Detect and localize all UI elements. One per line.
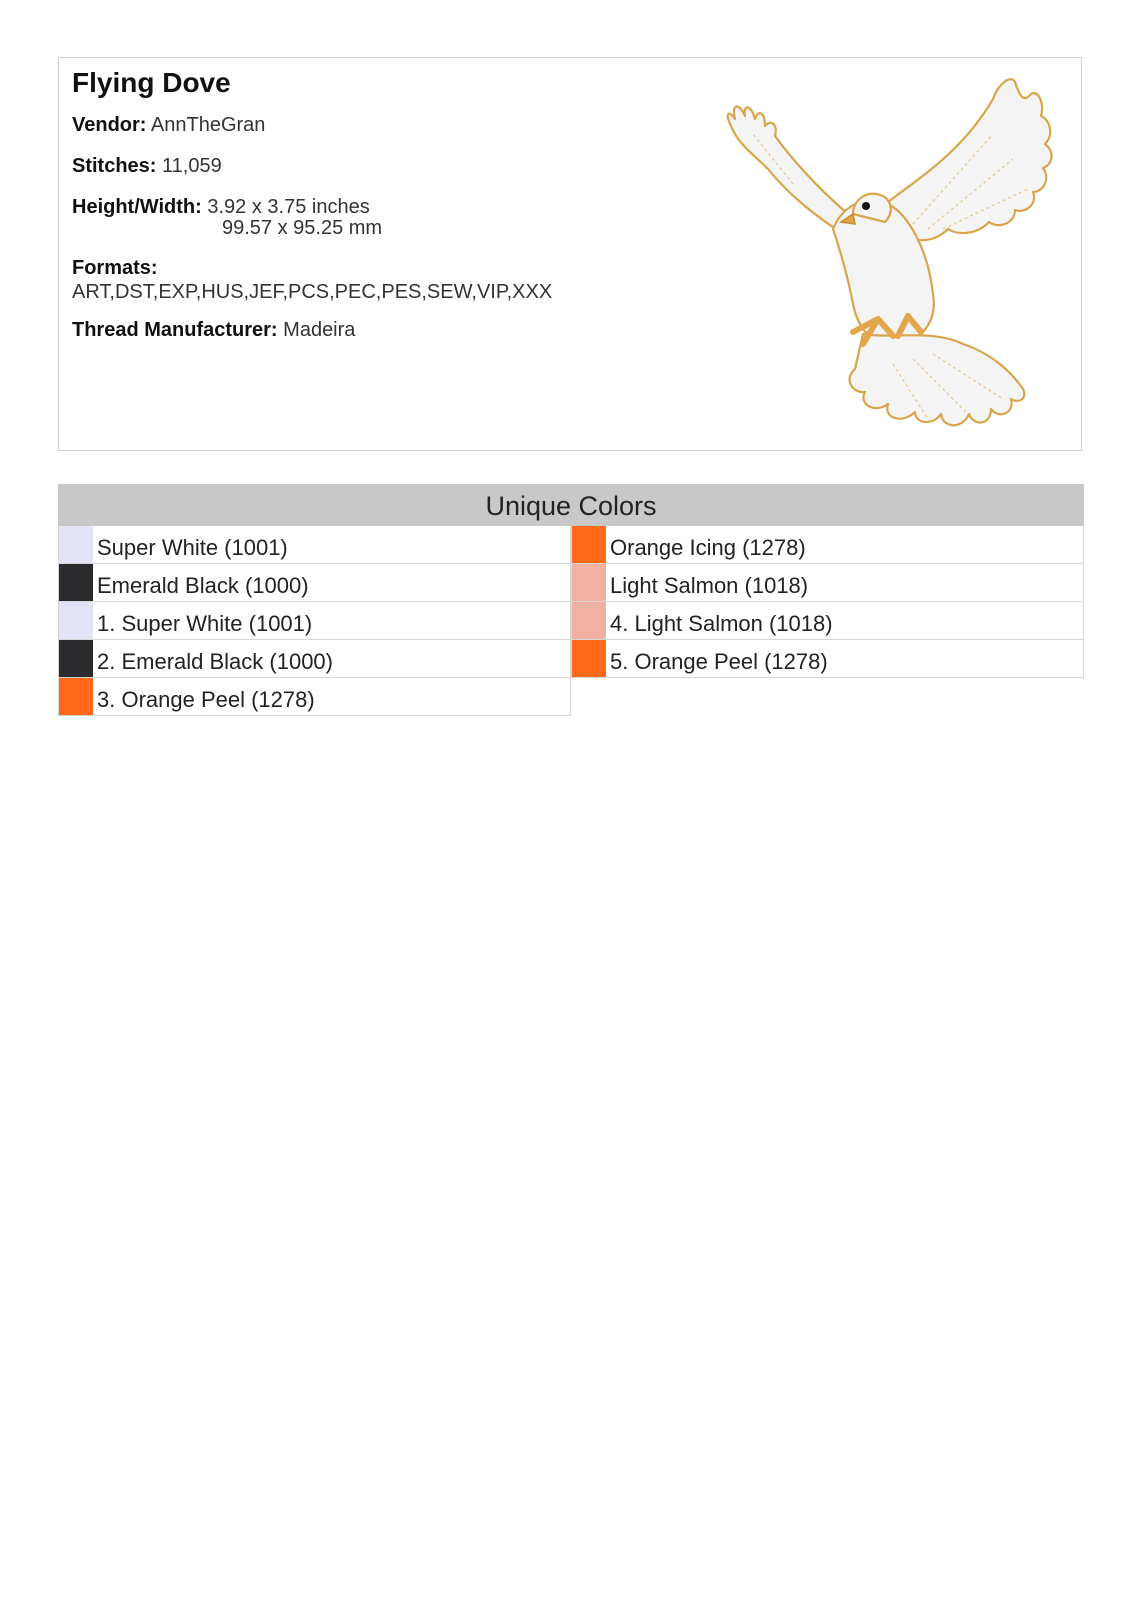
color-label: 3. Orange Peel (1278) <box>97 687 315 712</box>
color-row <box>58 526 571 564</box>
formats-value: ART,DST,EXP,HUS,JEF,PCS,PEC,PES,SEW,VIP,XXX <box>72 281 553 303</box>
design-info-card <box>58 57 1082 451</box>
color-row <box>571 564 1084 602</box>
formats-label: Formats: <box>72 257 158 279</box>
color-label: Super White (1001) <box>97 535 288 560</box>
color-label: 5. Orange Peel (1278) <box>610 649 828 674</box>
design-title: Flying Dove <box>72 67 231 98</box>
color-label: 1. Super White (1001) <box>97 611 313 636</box>
color-row <box>58 602 571 640</box>
color-row <box>571 602 1084 640</box>
color-swatch <box>59 678 93 715</box>
color-swatch <box>572 602 606 639</box>
thread-row <box>72 319 355 342</box>
height-width-row <box>72 196 572 242</box>
color-swatch <box>59 640 93 677</box>
vendor-row <box>72 114 265 137</box>
color-label: 2. Emerald Black (1000) <box>97 649 333 674</box>
size-mm: 99.57 x 95.25 mm <box>222 217 383 239</box>
color-swatch <box>572 526 606 563</box>
color-label: Light Salmon (1018) <box>610 573 809 598</box>
stitches-label: Stitches: <box>72 155 157 177</box>
stitches-value: 11,059 <box>162 155 222 177</box>
color-swatch <box>572 564 606 601</box>
vendor-label: Vendor: <box>72 114 147 136</box>
color-label: Emerald Black (1000) <box>97 573 309 598</box>
color-row <box>58 640 571 678</box>
color-label: 4. Light Salmon (1018) <box>610 611 833 636</box>
color-swatch <box>59 564 93 601</box>
color-row <box>58 564 571 602</box>
unique-colors-header: Unique Colors <box>58 484 1084 526</box>
color-label: Orange Icing (1278) <box>610 535 806 560</box>
thread-label: Thread Manufacturer: <box>72 319 278 341</box>
color-swatch <box>59 526 93 563</box>
color-swatch <box>59 602 93 639</box>
thread-value: Madeira <box>283 319 356 341</box>
height-width-label: Height/Width: <box>72 196 202 218</box>
vendor-value: AnnTheGran <box>150 114 266 136</box>
size-inches: 3.92 x 3.75 inches <box>207 196 370 218</box>
formats-row <box>72 257 552 304</box>
color-swatch <box>572 640 606 677</box>
unique-colors-table <box>58 484 1084 712</box>
color-row <box>571 526 1084 564</box>
color-row <box>571 640 1084 678</box>
stitches-row <box>72 155 222 178</box>
dove-image <box>693 64 1069 446</box>
color-row <box>58 678 571 716</box>
